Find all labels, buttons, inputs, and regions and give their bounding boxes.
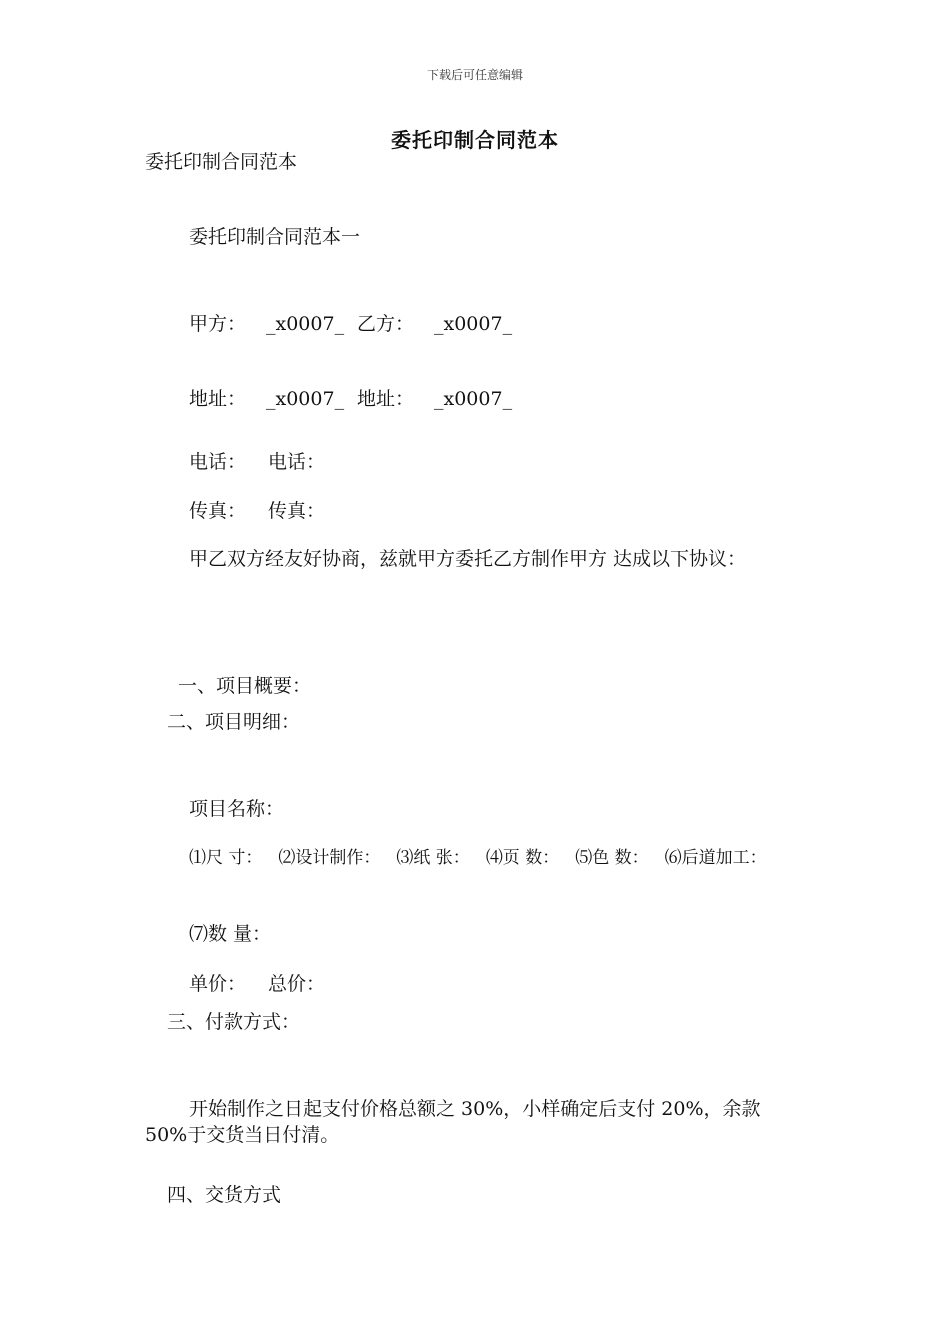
document-subtitle: 委托印制合同范本 (145, 151, 298, 173)
address-a-label: 地址： (189, 388, 247, 410)
fax-a-label: 传真： (189, 500, 247, 522)
payment-paragraph: 开始制作之日起支付价格总额之 30%，小样确定后支付 20%，余款 50%于交货当日付清。 (145, 1098, 761, 1146)
spec-size: ⑴尺 寸： (189, 848, 263, 868)
address-b-value: _x0007_ (434, 388, 513, 410)
party-a-label: 甲方： (189, 313, 247, 335)
document-title: 委托印制合同范本 (391, 128, 559, 152)
item-name-label: 项目名称： (189, 798, 285, 820)
section-2-heading: 二、项目明细： (167, 711, 301, 733)
total-price-label: 总价： (268, 973, 326, 995)
spec-paper: ⑶纸 张： (396, 848, 470, 868)
intro-paragraph: 甲乙双方经友好协商，兹就甲方委托乙方制作甲方 达成以下协议： (189, 548, 747, 570)
spec-pages: ⑷页 数： (485, 848, 560, 868)
unit-price-label: 单价： (189, 973, 247, 995)
quantity-label: ⑺数 量： (189, 923, 272, 945)
fax-b-label: 传真： (268, 500, 326, 522)
section-3-heading: 三、付款方式： (167, 1011, 301, 1033)
address-b-label: 地址： (357, 388, 415, 410)
section-4-heading: 四、交货方式 (167, 1184, 282, 1206)
spec-list (145, 845, 803, 871)
spec-design: ⑵设计制作： (278, 848, 381, 868)
party-b-label: 乙方： (357, 313, 415, 335)
party-a-value: _x0007_ (266, 313, 345, 335)
phone-b-label: 电话： (268, 451, 326, 473)
spec-colors: ⑸色 数： (575, 848, 649, 868)
phone-a-label: 电话： (189, 451, 247, 473)
address-a-value: _x0007_ (266, 388, 345, 410)
spec-finishing: ⑹后道加工： (664, 848, 767, 868)
section-1-heading: 一、项目概要： (178, 675, 312, 697)
header-note: 下载后可任意编辑 (426, 68, 523, 82)
party-b-value: _x0007_ (434, 313, 513, 335)
section-title: 委托印制合同范本一 (189, 226, 361, 248)
